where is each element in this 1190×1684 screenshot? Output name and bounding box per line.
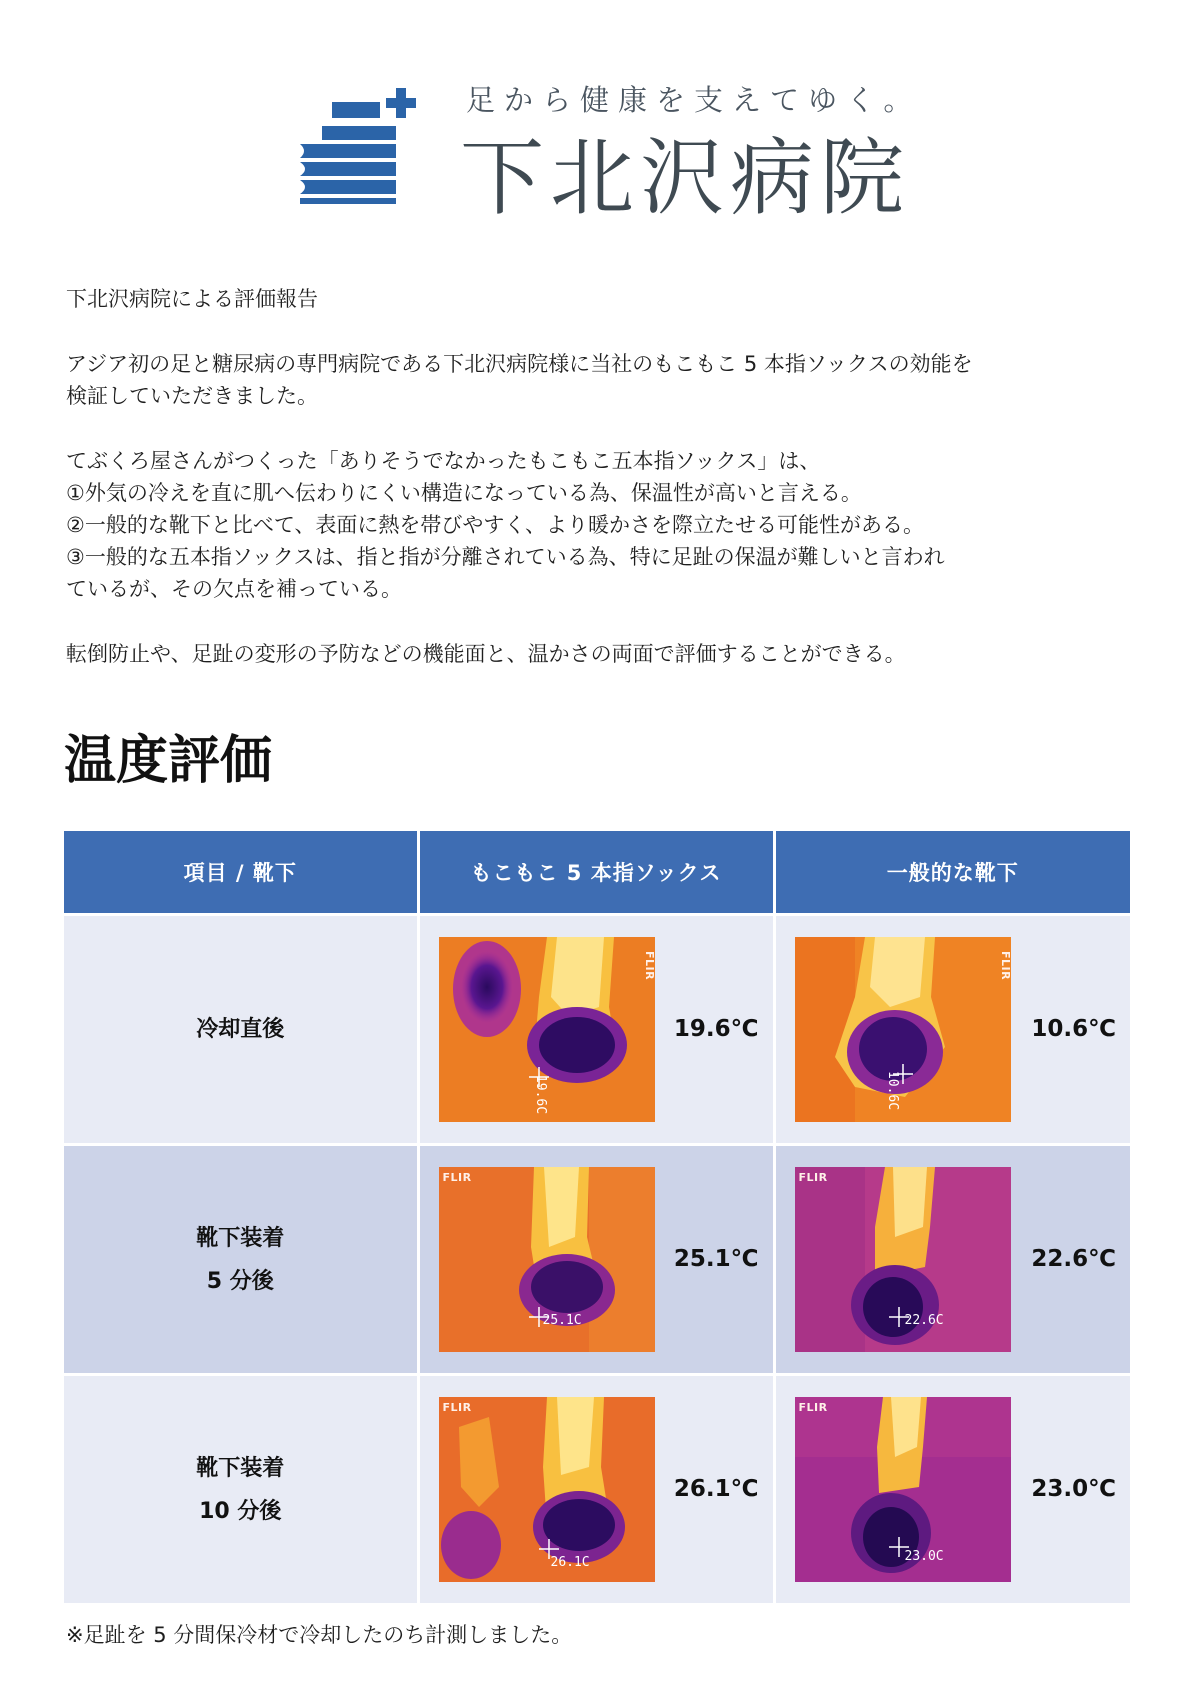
intro-line: アジア初の足と糖尿病の専門病院である下北沢病院様に当社のもこもこ 5 本指ソックスの効能を [66, 352, 973, 376]
flir-logo: FLIR [798, 1401, 828, 1414]
point-3: ③一般的な五本指ソックスは、指と指が分離されている為、特に足趾の保温が難しいと言われ [66, 545, 945, 569]
thermal-image [439, 937, 655, 1122]
spot-temp-readout: 22.6C [904, 1313, 944, 1328]
temperature-table [64, 831, 1130, 1603]
mokomoko-cell [418, 1145, 774, 1375]
thermal-image [439, 1167, 655, 1352]
row-label-cell [64, 1375, 418, 1604]
point-1: ①外気の冷えを直に肌へ伝わりにくい構造になっている為、保温性が高いと言える。 [66, 481, 862, 505]
flir-logo: FLIR [442, 1401, 472, 1414]
general-cell [774, 1375, 1130, 1604]
flir-logo: FLIR [798, 1171, 828, 1184]
intro-line: てぶくろ屋さんがつくった「ありそうでなかったもこもこ五本指ソックス」は、 [66, 449, 821, 473]
header-mokomoko: もこもこ 5 本指ソックス [418, 831, 774, 915]
table-row [64, 1375, 1130, 1604]
row-label: 靴下装着 10 分後 [196, 1455, 285, 1524]
hospital-name: 下北沢病院 [460, 129, 911, 227]
mokomoko-cell [418, 915, 774, 1145]
spot-temp-readout: 26.1C [550, 1555, 590, 1570]
logo-tagline: 足から健康を支えてゆく。 [466, 83, 922, 117]
flir-logo: FLIR [999, 950, 1013, 981]
flir-logo: FLIR [643, 950, 657, 981]
hospital-building-icon [300, 82, 428, 222]
report-heading: 下北沢病院による評価報告 [66, 287, 318, 311]
point-3-continued: ているが、その欠点を補っている。 [66, 577, 402, 601]
table-row [64, 1145, 1130, 1375]
thermal-image [795, 1167, 1011, 1352]
temperature-value: 25.1℃ [673, 1246, 759, 1272]
spot-temp-readout: 19.6C [532, 1074, 548, 1115]
general-cell [774, 915, 1130, 1145]
footnote: ※足趾を 5 分間保冷材で冷却したのち計測しました。 [66, 1623, 573, 1647]
thermal-image [795, 937, 1011, 1122]
row-label-cell [64, 1145, 418, 1375]
temperature-value: 26.1℃ [673, 1476, 759, 1502]
temperature-value: 22.6℃ [1031, 1246, 1116, 1272]
header-general: 一般的な靴下 [774, 831, 1130, 915]
section-title: 温度評価 [64, 731, 273, 791]
table-row [64, 915, 1130, 1145]
flir-logo: FLIR [442, 1171, 472, 1184]
intro-line: 検証していただきました。 [66, 384, 318, 408]
summary-line: 転倒防止や、足趾の変形の予防などの機能面と、温かさの両面で評価することができる。 [66, 642, 906, 666]
temperature-value: 19.6℃ [673, 1016, 759, 1042]
row-label-cell [64, 915, 418, 1145]
spot-temp-readout: 25.1C [542, 1313, 582, 1328]
hospital-logo [300, 82, 922, 227]
thermal-image [439, 1397, 655, 1582]
header-item: 項目 / 靴下 [64, 831, 418, 915]
general-cell [774, 1145, 1130, 1375]
table-header-row [64, 831, 1130, 915]
temperature-value: 10.6℃ [1031, 1016, 1116, 1042]
spot-temp-readout: 23.0C [904, 1549, 944, 1564]
point-2: ②一般的な靴下と比べて、表面に熱を帯びやすく、より暖かさを際立たせる可能性がある。 [66, 513, 924, 537]
thermal-image [795, 1397, 1011, 1582]
temperature-value: 23.0℃ [1031, 1476, 1116, 1502]
row-label: 冷却直後 [196, 1017, 285, 1042]
row-label: 靴下装着 5 分後 [196, 1225, 285, 1294]
spot-temp-readout: 10.6C [884, 1070, 900, 1111]
mokomoko-cell [418, 1375, 774, 1604]
intro-text [66, 283, 1138, 670]
